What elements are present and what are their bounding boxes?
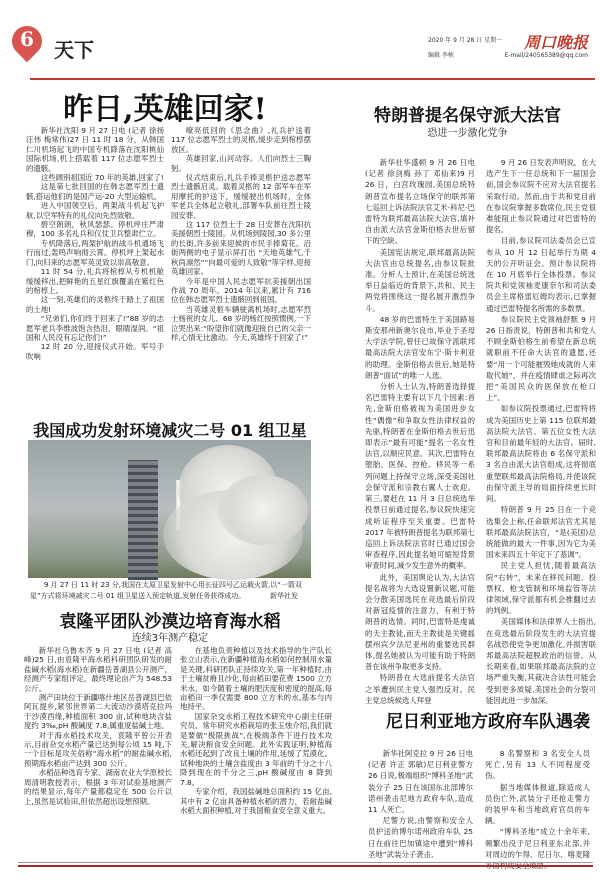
paragraph: “兄弟们,你们终于回来了!”88 岁的志愿军老兵李维波饱含热泪，眼睛湿润。“祖国和人民没有忘记你们!” — [26, 314, 164, 342]
story5-column-2 — [485, 748, 590, 871]
paragraph: 美国宪法规定,联邦最高法院大法官由总统提名,由参议院批准。分析人士预计,在美国总统选举日益临近的背景下,共和、民主两党将围绕这一提名展开激烈争斗。 — [365, 247, 475, 313]
paragraph: 这些阔别祖国近 70 年的英雄,回家了! — [40, 173, 164, 183]
story5-headline: 尼日利亚地方政府车队遇袭 — [386, 712, 590, 732]
paragraph: 在基地负责种植以及技术指导的生产队长张立山表示,在新疆种植海水稻如何控制用水量是关键,科研团队正持续攻关,第一年种植时,由于土壤贫瘠且沙化,每亩稻田要花费 1500 立方米水，如今随着土壤的肥沃度和密度的提高,每亩稻田一季仅需要 800 立方米的水,基本与内地持平。 — [180, 646, 332, 712]
story3-subtitle: 连续3年测产稳定 — [131, 633, 209, 644]
paragraph: 参议院民主党领袖舒默 9 月 26 日指责说，特朗普和共和党人不顾金斯伯格生前希望在新总统就职前不任命大法官的遗愿,还要“用一个可能摧毁她成就的人来取代她”，并在疫情肆虐之际再次把“美国民众的医保放在枪口上”。 — [486, 314, 596, 403]
paragraph: 对于海水稻技术攻关，袁隆平曾公开表示,目前杂交水稻产量已达到每公顷 15 吨,下一个目标是攻关俗称“海水稻”的耐盐碱水稻,预期海水稻亩产达到 300 公斤。 — [24, 730, 172, 768]
paragraph: 尼警方说,由警察和安全人员护送的博尔诺州政府车队 25 日在前往巴加镇途中遭到“博科圣地”武装分子袭击, — [368, 816, 473, 859]
story1-headline: 昨日,英雄回家! — [63, 92, 267, 127]
paragraph: 9 月 26 日发表声明说，在大选产生下一任总统和下一届国会前,国会参议院不应对大法官提名采取行动。然而,由于共和党目前在参议院掌握多数席位,民主党很难能阻止参议院通过对巴雷特的提名。 — [486, 158, 596, 235]
story4-subtitle: 恐进一步激化党争 — [427, 128, 508, 139]
paragraph: 今年是中国人民志愿军抗美援朝出国作战 70 周年。2014 年以来,累计有 716 位在韩志愿军烈士遗骸回到祖国。 — [171, 276, 311, 305]
photo-credit: 新华社发 — [270, 592, 298, 600]
story3-column-1 — [24, 646, 172, 806]
story4-column-2 — [486, 157, 596, 705]
paragraph: 进入中国领空后，两架战斗机起飞护航,以空军特有的礼仪向先烈致敬。 — [26, 201, 164, 220]
paragraph: 这是第七批回国的在韩志愿军烈士遗骸,搭运他们的是国产运-20 大型运输机。 — [26, 182, 164, 201]
paragraph: 11 时 54 分,礼兵将棺椁从专机机舱缓缓移出,把鲜艳的五星红旗覆盖在紫红色的棺椁上。 — [26, 267, 164, 295]
paragraph: 仪式结束后,礼兵手捧灵柩护送志愿军烈士遗骸启灵。载着灵柩的 12 部军车在军用摩托的护送下，缓缓驶出机场时，全体军老兵全体起立敬礼,部署车队前往烈士陵园安葬。 — [171, 173, 311, 220]
paragraph: 如参议院投票通过,巴雷特将成为美国历史上第 115 位联邦最高法院大法官、第五位女性大法官和目前最年轻的大法官。届时,联邦最高法院将由 6 名保守派和 3 名自由派大法官组成,这将彻底重塑联邦最高法院格局,并使该院由保守派主导的局面持续更长时间。 — [486, 404, 596, 504]
story4-column-1 — [365, 157, 475, 705]
footer-rule — [18, 862, 338, 867]
paragraph: 据当地媒体报道,除造成人员伤亡外,武装分子还抢走警方的装甲车和当地政府官员的车辆。 — [485, 782, 590, 826]
paragraph: “博科圣地”成立十余年来,频繁出没于尼日利亚东北部,并对周边的乍得、尼日尔、喀麦隆等国构成安全威胁。 — [485, 827, 590, 871]
paragraph: 这一刻,英雄们的灵柩终于踏上了祖国的土地! — [26, 295, 164, 314]
contact-email: E-mail/240565389@qq.com — [504, 52, 588, 59]
paragraph: 嘹亮低回的《思念曲》,礼兵护送着 117 位志愿军烈士的灵柩,缓步走到棺椁摆放区。 — [171, 126, 311, 154]
paragraph: 特朗普在大选前提名大法官之举遭到民主党人强烈反对。民主党总统候选人拜登 — [365, 673, 475, 705]
paragraph: 专机降落后,两架护航的战斗机通场飞行而过,轰鸣声响彻云霄。停机坪上架起水门,向归来的志愿军英灵致以崇高敬意。 — [26, 238, 164, 267]
story4-headline: 特朗普提名保守派大法官 — [374, 106, 561, 126]
paragraph: 新华社华盛顿 9 月 26 日电 (记者 徐剑梅 孙丁 邓仙来)9 月 26 日，白宫玫瑰园,美国总统特朗普宣布提名立场保守的联邦第七巡回上诉法院法官艾米·科尼·巴雷特为联邦最高法院大法官,填补自由派大法官金斯伯格去世后留下的空缺。 — [365, 158, 475, 246]
story2-headline: 我国成功发射环境减灾二号 01 组卫星 — [33, 421, 307, 440]
paragraph: 民主党人担忧,随着最高法院“右转”，未来在移民问题、投票权、枪支管制和环境监管等法律领域,保守派都有机会推翻过去的判例。 — [486, 561, 596, 616]
paragraph: 碧空朗朗，秋风瑟瑟。停机坪庄严肃穆，100 多名礼兵和仪仗卫兵整肃伫立。 — [26, 220, 164, 239]
header-rule — [30, 78, 595, 80]
paragraph: 新华社阿克拉 9 月 26 日电(记者 许正 郭敏)尼日利亚警方 26 日说,极端组织“博科圣地”武装分子 25 日在该国东北部博尔诺州袭击尼地方政府车队,造成 11 人死亡。 — [368, 749, 473, 815]
paragraph: 8 名警察和 3 名安全人员死亡,另有 13 人不同程度受伤。 — [485, 749, 590, 781]
paragraph: 国家杂交水稻工程技术研究中心副主任研究员、常年研究水稻栽培的张玉烛介绍,我们就是要做“极限挑战”,在极端条件下进行技术攻关,解决粮食安全问题。此外实践证明,种植海水稻还起到了改良土壤的作用,延缓了荒漠化。试种地块的土壤含盐度由 3 年前的千分之十八降到现在的千分之三,pH 酸碱度由 8 降到 7.8。 — [180, 711, 332, 787]
paragraph: 特朗普 9 月 25 日在一个竞选集会上称,任命联邦法官尤其是联邦最高法院法官，“是(美国)总统能做的最大一件事,因为它为美国未来四五十年定下了基调”。 — [486, 505, 596, 560]
story1-column-1 — [26, 126, 164, 361]
story1-column-2 — [171, 126, 311, 342]
paragraph: 当英雄灵柩车辆驶离机场时,志愿军烈士杨祝的女儿、68 岁的杨红按照惯例,一下泣哭出来:“盼望你们就像迎接自己的父亲一样,心情无比激动。今天,英雄终于回家了!” — [171, 304, 311, 342]
paragraph: 美国媒体和法律界人士指出,在竞选最后阶段发生的大法官提名战恐使党争更加激化,并损害联邦最高法院超脱政治的信誉。从长期来看,如果联邦最高法院的立场严重失衡,其裁决合法性可能会受到更多质疑,美国社会的分裂可能因此进一步加深。 — [486, 617, 596, 705]
paragraph: 48 岁的巴雷特生于美国路易斯安那州新奥尔良市,毕业于圣母大学法学院,曾任已故保守派联邦最高法院大法官安东宁·斯卡利亚的助理。金斯伯格去世后,她是特朗普“面试”的唯一人选。 — [365, 314, 475, 380]
paragraph: 水稻品种选育专家、湖南农业大学原校长周清明教授表示，根据 3 年对试验基地测产的结果显示,每年产量都稳定在 500 公斤以上,虽然是试验田,但依然超出设想预期。 — [24, 768, 172, 806]
newspaper-logo: 周口晚报 — [523, 33, 588, 52]
paragraph: 目前,参议院司法委员会已宣布从 10 月 12 日起举行为期 4 天的公开听证会。预计参议院将在 10 月底举行全体投票。参议院共和党领袖麦康奈尔和司法委员会主席格雷厄姆均表示,已掌握通过巴雷特提名所需的多数票。 — [486, 236, 596, 313]
issue-date: 2020 年 9 月 28 日 星期一 — [428, 37, 503, 44]
photo-caption: 9 月 27 日 11 时 23 分,我国在太原卫星发射中心用长征四号乙运载火箭,以“一箭双星”方式将环境减灾二号 01 组卫星送入预定轨道,发射任务获得成功。 — [30, 581, 302, 600]
editor: 编辑 李桢 — [428, 52, 454, 59]
footer-rule-right — [338, 862, 593, 867]
page-number: 6 — [20, 27, 34, 51]
paragraph: 专家介绍，我国盐碱地总面积约 15 亿亩,其中有 2 亿亩具备种植水稻的潜力，若耐盐碱水稻大面积种植,对于我国粮食安全意义重大。 — [180, 787, 332, 815]
paragraph: 此外，美国舆论认为,大法官提名战将为大选设置新议题,可能会分散美国选民在竞选最后阶段对新冠疫情的注意力，有利于特朗普的选情。同时,巴雷特是虔诚的天主教徒,而天主教徒是关键摇摆州宾夕法尼亚州的重要选民群体,提名她被认为可能有助于特朗普在该州争取更多支持。 — [365, 572, 475, 672]
story3-headline: 袁隆平团队沙漠边培育海水稻 — [59, 612, 281, 632]
paragraph: 这 117 位烈士于 28 日安葬在沈阳抗美援朝烈士陵园。从机场到陵园,30 多公里的长街,许多前来迎候的市民手捧菊花。沿街两侧的电子显示屏打出 “天地英雄气,千秋尚凛然”“向最可爱的人致敬”等字样,迎接英雄回家。 — [171, 220, 311, 277]
paragraph: 分析人士认为,特朗普选择提名巴雷特主要有以下几个因素:首先,金斯伯格被视为美国进步女性“偶像”和争取女性法律权益的先驱,特朗普在金斯伯格去世后迅即表示“最有可能”提名一名女性法官,以顺应民意。其次,巴雷特在堕胎、医保、控枪、移民等一系列问题上持保守立场,深受美国社会保守派和宗教右翼人士欢迎。第三,要赶在 11 月 3 日总统选举投票日前通过提名,参议院快速完成听证程序至关重要。巴雷特 2017 年被特朗普提名为联邦第七巡回上诉法院法官时已通过国会审查程序,因此提名她可缩短背景审查时间,减少发生意外的概率。 — [365, 382, 475, 571]
paragraph: 12 时 20 分,迎接仪式开始。军号手吹响 — [26, 342, 164, 361]
launch-tower — [128, 460, 158, 580]
rocket-launch-photo — [28, 440, 311, 578]
paragraph: 新华社沈阳 9 月 27 日电 (记者 徐扬 汪伟 梅常伟)27 日 11 时 18 分，从韩国仁川机场起飞的中国专机降落在沈阳桃仙国际机场,机上搭载着 117 位志愿军烈士的遗骸。 — [26, 126, 164, 173]
story5-column-1 — [368, 748, 473, 859]
story3-column-2 — [180, 646, 332, 815]
paragraph: 英雄回家,山河动容。人们向烈士三鞠躬。 — [171, 154, 311, 173]
paragraph: 测产田块位于新疆喀什地区岳普湖县巴依阿瓦提乡,紧邻世界第二大流动沙漠塔克拉玛干沙漠西缘,种植面积 300 亩,试种地块含盐度约 3‰,pH 酸碱度 7.8,属重度盐碱土地。 — [24, 693, 172, 731]
section-title: 天下 — [54, 38, 94, 62]
paragraph: 新华社乌鲁木齐 9 月 27 日电 (记者 高峰)25 日,由袁隆平海水稻科研团队研发的耐盐碱水稻(海水稻)在新疆岳普湖县公开测产，经测产专家组评定，最终理论亩产为 548.53 公斤。 — [24, 646, 172, 693]
